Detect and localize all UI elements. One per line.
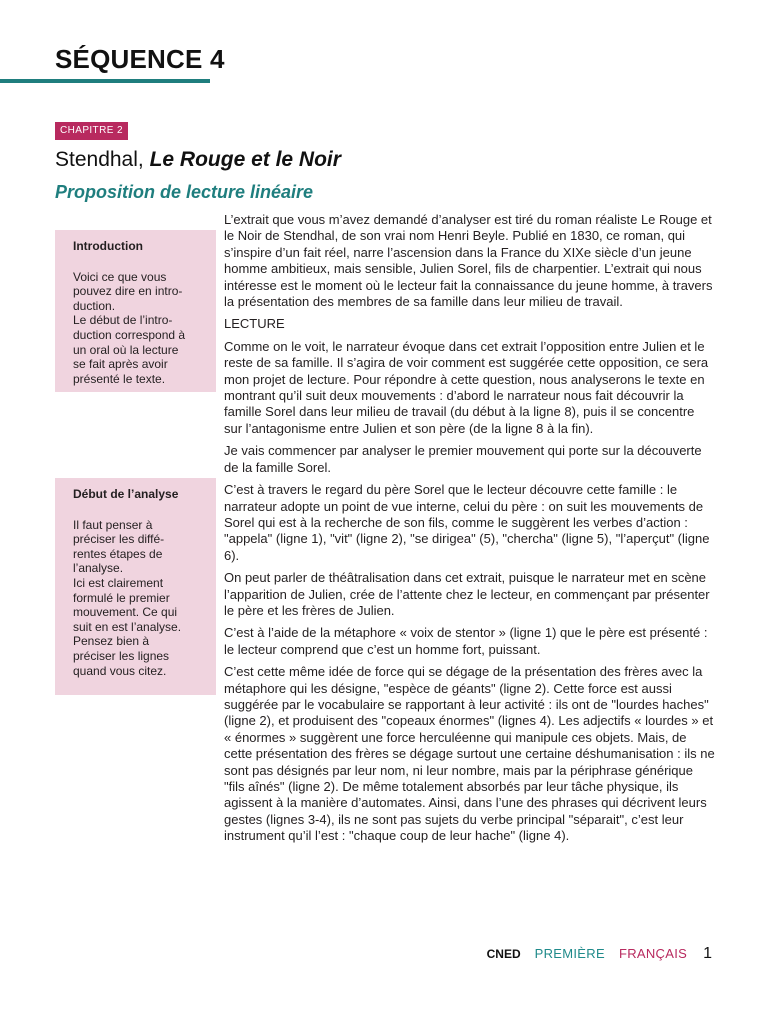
paragraph-metaphore: C’est à l’aide de la métaphore « voix de stentor » (ligne 1) que le père est présenté : le lecteur comprend que c’est un homme fort, puissant. <box>224 625 708 657</box>
paragraph-premier-mouvement: Je vais commencer par analyser le premier mouvement qui porte sur la découverte de la famille Sorel. <box>224 443 702 475</box>
page-number: 1 <box>703 945 712 962</box>
note-line: Voici ce que vous <box>73 269 167 284</box>
note-line: un oral où la lecture <box>73 342 179 357</box>
paragraph-theatralisation: On peut parler de théâtralisation dans cet extrait, puisque le narrateur met en scène l’apparition de Julien, crée de l’attente chez le lecteur, en commençant par présenter le père et les frères de Julien. <box>224 570 710 618</box>
note-line: rentes étapes de <box>73 546 163 561</box>
note-line: pouvez dire en intro- <box>73 284 183 299</box>
footer-publisher: CNED <box>486 947 521 961</box>
note-line: se fait après avoir <box>73 357 168 372</box>
footer-subject: FRANÇAIS <box>618 946 688 961</box>
title-underline <box>0 79 210 83</box>
main-text <box>224 212 716 851</box>
note-line: duction. <box>73 298 116 313</box>
note-line: duction correspond à <box>73 327 186 342</box>
paragraph-introduction: L’extrait que vous m’avez demandé d’analyser est tiré du roman réaliste Le Rouge et le Noir de Stendhal, de son vrai nom Henri Beyle. Publié en 1830, ce roman, qui s’inspire d’un fait réel, narre l’ascension dans la France du XIXe siècle d’un jeune homme ambitieux, mais sensible, Julien Sorel, fils de charpentier. L’extrait qui nous intéresse est le moment où le lecteur fait la connaissance du jeune homme, à travers la présentation des membres de sa famille dans leur milieu de travail. <box>224 212 713 310</box>
page-footer <box>487 945 712 967</box>
author-name: Stendhal, <box>55 148 150 171</box>
note-line: préciser les lignes <box>73 648 170 663</box>
paragraph-lecture-label: LECTURE <box>224 316 285 332</box>
note-line: l’analyse. <box>73 561 124 576</box>
note-line: Pensez bien à <box>73 634 150 649</box>
chapter-tag: CHAPITRE 2 <box>55 122 128 140</box>
book-title <box>55 148 341 172</box>
note-line: quand vous citez. <box>73 663 167 678</box>
footer-level: PREMIÈRE <box>534 946 605 961</box>
note-line: mouvement. Ce qui <box>73 605 178 620</box>
sequence-title: SÉQUENCE 4 <box>55 44 225 74</box>
note-line: préciser les diffé- <box>73 532 165 547</box>
sidebar-note-text <box>73 518 202 679</box>
sidebar-note-heading: Introduction <box>73 239 143 253</box>
page-subtitle: Proposition de lecture linéaire <box>55 182 314 202</box>
note-line: Il faut penser à <box>73 517 153 532</box>
sidebar-note-text <box>73 270 202 387</box>
paragraph-force-freres: C’est cette même idée de force qui se dégage de la présentation des frères avec la métaphore qui les désigne, "espèce de géants" (ligne 2). Cette force est aussi suggérée par le vocabulaire se rapportant à leur activité : ils ont de "lourdes haches" (ligne 2), et produisent des "copeaux énormes" (lignes 4). Les adjectifs « lourdes » et « énormes » suggèrent une force herculéenne qui manipule ces objets. Mais, de cette présentation des frères se dégage surtout une certaine déshumanisation : ils ne sont pas désignés par leur nom, ni leur nombre, mais par la périphrase générique "fils aînés" (ligne 2). De même totalement absorbés par leur tâche physique, ils agissent à la manière d’automates. Ainsi, dans l’une des phrases qui décrivent leurs gestes (lignes 3-4), ils ne sont pas sujets du verbe principal "séparait", c’est leur instrument qu’il l’est : "chaque coup de leur hache" (ligne 4). <box>224 664 715 844</box>
paragraph-regard-pere: C’est à travers le regard du père Sorel que le lecteur découvre cette famille : le narrateur adopte un point de vue interne, celui du père : on suit les mouvements de Sorel qui est à la recherche de son fils, comme le suggèrent les verbes d’action : "appela" (ligne 1), "vit" (ligne 2), "se dirigea" (5), "chercha" (ligne 5), "l’aperçut" (ligne 6). <box>224 482 710 563</box>
note-line: Ici est clairement <box>73 575 164 590</box>
note-line: Le début de l’intro- <box>73 313 173 328</box>
sidebar-note-debut-analyse <box>55 478 216 695</box>
note-line: formulé le premier <box>73 590 170 605</box>
note-line: présenté le texte. <box>73 371 166 386</box>
sidebar-note-introduction <box>55 230 216 392</box>
work-title: Le Rouge et le Noir <box>149 148 341 171</box>
paragraph-projet-lecture: Comme on le voit, le narrateur évoque dans cet extrait l’opposition entre Julien et le reste de sa famille. Il s’agira de voir comment est suggérée cette opposition, ce sera mon projet de lecture. Pour répondre à cette question, nous analyserons le texte en montrant qu’il suit deux mouvements : d’abord le narrateur nous fait découvrir la famille Sorel dans leur milieu de travail (du début à la ligne 8), puis il se concentre sur l’antagonisme entre Julien et son père (de la ligne 8 à la fin). <box>224 338 709 436</box>
sidebar-note-heading: Début de l’analyse <box>73 487 179 501</box>
note-line: suit en est l’analyse. <box>73 619 182 634</box>
